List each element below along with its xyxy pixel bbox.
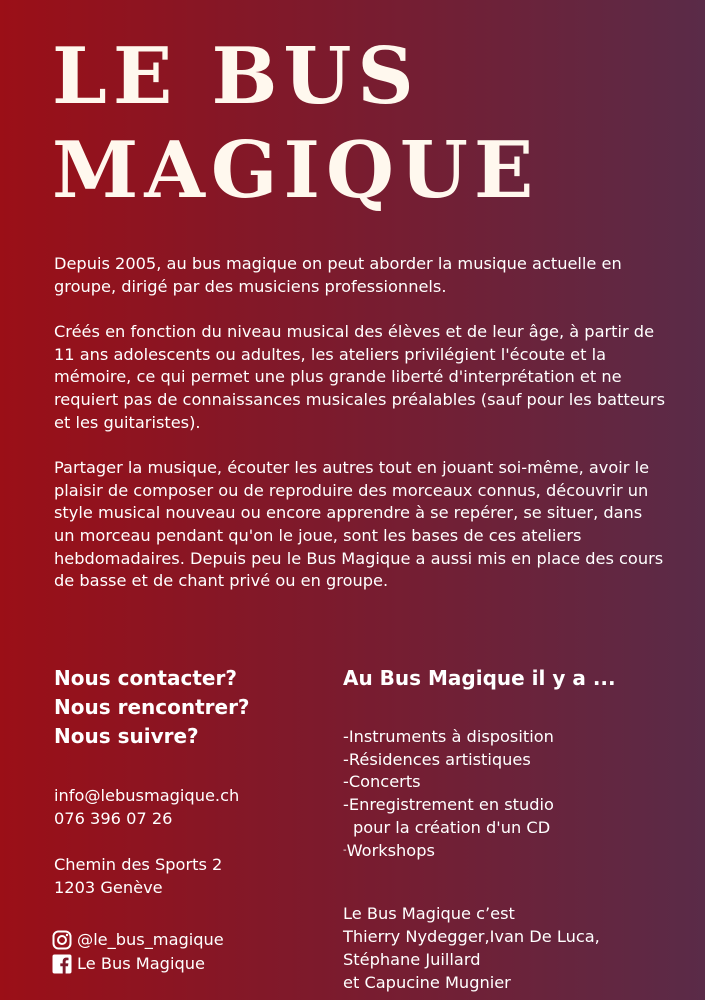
intro-text xyxy=(54,253,666,616)
title-line-1: LE BUS xyxy=(52,31,420,122)
list-item: -Enregistrement en studio xyxy=(343,795,554,815)
list-item: -Concerts xyxy=(343,772,421,792)
page-title xyxy=(52,30,539,218)
offers-list xyxy=(343,726,663,862)
follow-heading: Nous suivre? xyxy=(54,724,199,748)
address-street: Chemin des Sports 2 xyxy=(54,855,223,874)
facebook-link[interactable] xyxy=(52,952,224,976)
intro-paragraph: Depuis 2005, au bus magique on peut aborder la musique actuelle en groupe, dirigé par des musiciens professionnels. xyxy=(54,254,622,296)
team-line: et Capucine Mugnier xyxy=(343,973,511,993)
facebook-page: Le Bus Magique xyxy=(77,954,205,973)
email-link[interactable]: info@lebusmagique.ch xyxy=(54,786,240,805)
offers-section xyxy=(343,664,663,994)
instagram-icon xyxy=(52,930,72,950)
offers-heading: Au Bus Magique il y a ... xyxy=(343,666,616,690)
workshop-dash: - xyxy=(343,844,347,856)
team-line: Stéphane Juillard xyxy=(343,950,481,970)
address xyxy=(54,853,334,899)
contact-section xyxy=(54,664,334,899)
team-line: Thierry Nydegger,Ivan De Luca, xyxy=(343,927,600,947)
instagram-link[interactable] xyxy=(52,928,224,952)
list-item: pour la création d'un CD xyxy=(353,817,551,837)
instagram-handle: @le_bus_magique xyxy=(77,930,224,949)
intro-paragraph: Partager la musique, écouter les autres tout en jouant soi-même, avoir le plaisir de composer ou de reproduire des morceaux connus, découvrir un style musical nouveau ou encore apprendre à se repérer, se situer, dans un morceau pendant qu'on le joue, sont les bases de ces ateliers hebdomadaires. Depuis peu le Bus Magique a aussi mis en place des cours de basse et de chant privé ou en groupe. xyxy=(54,458,664,591)
address-city: 1203 Genève xyxy=(54,878,163,897)
meet-heading: Nous rencontrer? xyxy=(54,695,250,719)
team-line: Le Bus Magique c’est xyxy=(343,904,515,924)
intro-paragraph: Créés en fonction du niveau musical des élèves et de leur âge, à partir de 11 ans adolescents ou adultes, les ateliers privilégient l'écoute et la mémoire, ce qui permet une plus grande liberté d'interprétation et ne requiert pas de connaissances musicales préalables (sauf pour les batteurs et les guitaristes). xyxy=(54,322,666,432)
list-item: -Instruments à disposition xyxy=(343,727,554,746)
social-links xyxy=(52,928,224,976)
facebook-icon xyxy=(52,954,72,974)
list-item-workshops xyxy=(343,840,663,863)
contact-details xyxy=(54,784,334,830)
workshop-label: Workshops xyxy=(346,840,435,860)
contact-heading: Nous contacter? xyxy=(54,666,237,690)
contact-headings xyxy=(54,664,334,751)
title-line-2: MAGIQUE xyxy=(52,125,540,216)
team-credits xyxy=(343,902,663,994)
phone-number[interactable]: 076 396 07 26 xyxy=(54,809,173,828)
list-item: -Résidences artistiques xyxy=(343,749,531,769)
